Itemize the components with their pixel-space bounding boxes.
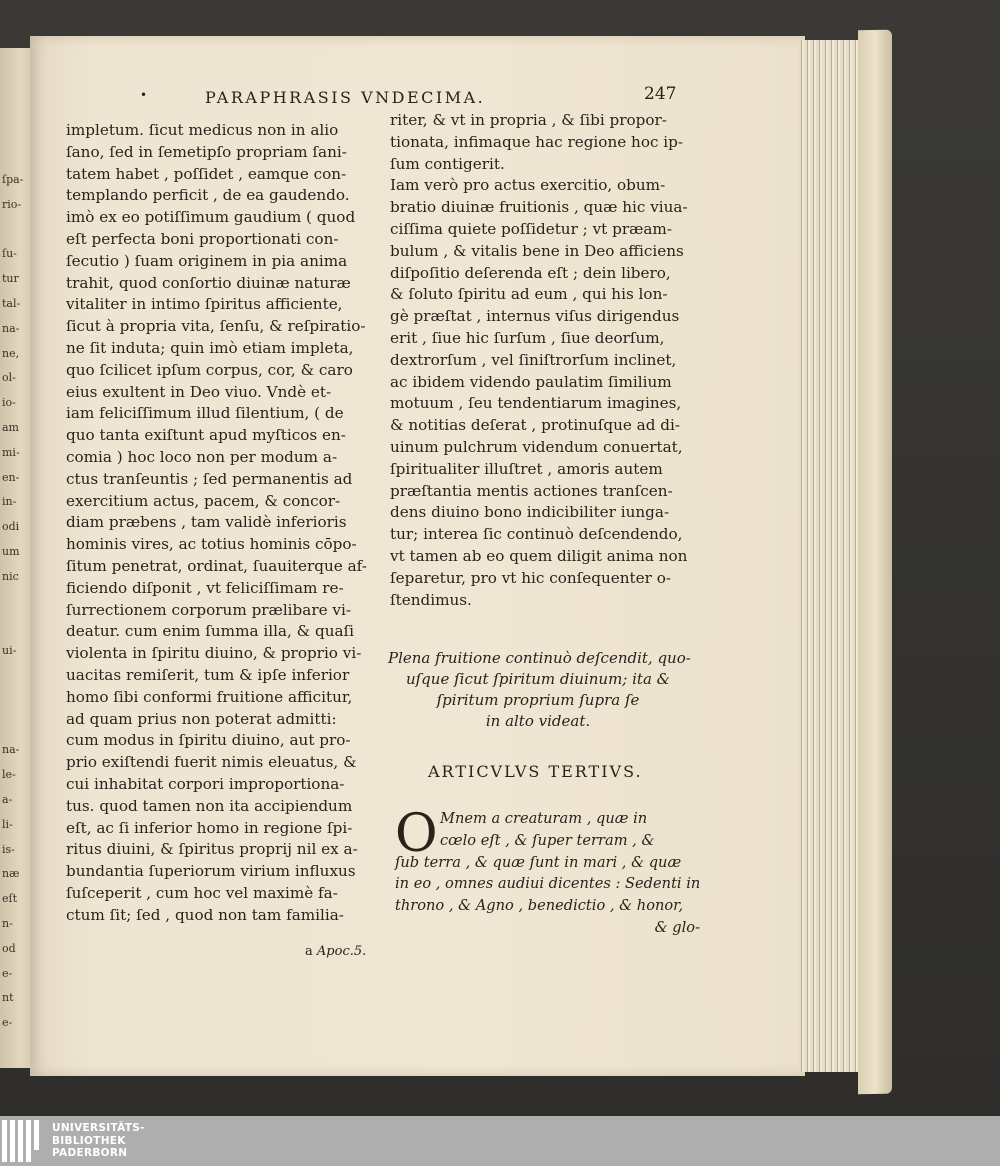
left-column-line: prio exiſtendi fuerit nimis eleuatus, & [66,753,357,772]
article-line: cœlo eſt , & ſuper terram , & [440,831,655,849]
right-column-line: uinum pulchrum videndum conuertat, [390,437,683,456]
italic-summary-line: uſque ſicut ſpiritum diuinum; ita & [405,670,671,688]
left-column-line: tus. quod tamen non ita accipiendum [66,796,353,815]
right-column-line: dens diuino bono indicibiliter iunga- [390,503,670,522]
drop-cap: O [395,804,438,864]
right-column-line: vt tamen ab eo quem diligit anima non [390,546,688,565]
footnote [305,944,366,959]
right-column-line: erit , ſiue hic ſurſum , ſiue deorſum, [390,328,665,347]
library-name-line: PADERBORN [52,1147,128,1159]
library-name [52,1122,145,1160]
left-column-line: ſurrectionem corporum prælibare vi- [66,600,351,619]
running-head: PARAPHRASIS VNDECIMA. [205,88,486,107]
italic-summary-line: Plena fruitione continuò deſcendit, quo- [388,649,691,667]
italic-summary [388,648,691,732]
right-column-line: diſpoſitio deſerenda eſt ; dein libero, [390,263,671,282]
left-column-line: quo tanta exiſtunt apud myſticos en- [66,426,346,445]
left-column-line: uacitas remiſerit, tum & ipſe inferior [66,665,350,684]
library-name-line: BIBLIOTHEK [52,1134,126,1147]
left-page-margin-text: ſpa- rio- ſu- tur tal- na- ne, ol- io- am mi- en- in- odi um nic ui- na- le- a- li- is- næ eſt n- od e- nt e- [2,173,24,1030]
left-column-line: bundantia ſuperiorum virium influxus [66,862,356,881]
left-column-line: homo ſibi conformi fruitione afficitur, [66,687,353,706]
book-cover-edge [858,30,892,1095]
left-column-line: templando perficit , de ea gaudendo. [66,186,350,205]
left-column-line: ſitum penetrat, ordinat, ſuauiterque af- [66,556,367,575]
left-column-line: vitaliter in intimo ſpiritus afficiente, [66,295,343,314]
left-column-line: ne ſit induta; quin imò etiam impleta, [66,338,354,357]
right-column-line: tionata, infimaque hac regione hoc ip- [390,132,684,151]
left-column-line: deatur. cum enim ſumma illa, & quaſi [66,622,355,641]
right-column-line: ciſſima quiete poſſidetur ; vt præam- [390,219,672,238]
left-column-line: eſt, ac ſi inferior homo in regione ſpi- [66,818,353,837]
footnote-prefix: a [305,944,313,959]
article-line: Mnem a creaturam , quæ in [440,810,648,827]
left-column-line: ficiendo diſponit , vt feliciſſimam re- [66,578,344,597]
right-column-line: ſum contigerit. [390,154,505,173]
library-logo [0,1120,46,1162]
right-column-line: ſeparetur, pro vt hic conſequenter o- [390,568,671,587]
right-text-column [390,110,688,611]
left-column-line: violenta in ſpiritu diuino, & proprio vi- [66,644,362,663]
article-heading: ARTICVLVS TERTIVS. [428,762,643,781]
right-column-line: gè præſtat , internus viſus dirigendus [390,307,680,326]
left-text-column [66,120,381,926]
left-column-line: eius exultent in Deo viuo. Vndè et- [66,382,332,401]
right-column-line: & notitias deſerat , protinuſque ad di- [390,416,680,435]
page-number: 247 [644,84,677,104]
right-column-line: dextrorſum , vel ſiniſtrorſum inclinet, [390,350,677,369]
left-column-line: impletum. ſicut medicus non in alio [66,121,339,139]
right-column-line: Iam verò pro actus exercitio, obum- [390,176,666,195]
right-column-line: riter, & vt in propria , & ſibi propor- [390,111,667,129]
left-page-edge [0,48,32,1068]
left-column-line: trahit, quod conſortio diuinæ naturæ [66,273,351,292]
right-column-line: ac ibidem videndo paulatim ſimilium [390,372,672,391]
right-column-line: præſtantia mentis actiones tranſcen- [390,481,673,500]
right-column-line: motuum , ſeu tendentiarum imagines, [390,394,682,413]
left-column-line: cui inhabitat corpori improportiona- [66,774,345,793]
italic-summary-line: ſpiritum proprium ſupra ſe [436,691,640,709]
left-column-line: comia ) hoc loco non per modum a- [66,447,338,466]
left-column-line: ad quam prius non poterat admitti: [66,709,337,728]
right-column-line: ſpiritualiter illuſtret , amoris autem [390,459,663,478]
left-column-line: ritus diuini, & ſpiritus proprij nil ex a- [66,840,358,859]
right-column-line: tur; interea ſic continuò deſcendendo, [390,525,683,544]
library-name-line: UNIVERSITÄTS- [52,1122,145,1134]
left-column-line: ſicut à propria vita, ſenſu, & reſpiratio- [66,317,366,336]
left-column-line: ſano, ſed in ſemetipſo propriam ſani- [66,142,347,161]
footnote-ref: Apoc.5. [316,944,367,959]
library-footer [0,1116,1000,1166]
left-column-line: iam feliciſſimum illud ſilentium, ( de [66,404,344,423]
left-column-line: hominis vires, ac totius hominis cōpo- [66,535,357,554]
left-column-line: ctum ſit; ſed , quod non tam familia- [66,905,344,924]
left-column-line: tatem habet , poſſidet , eamque con- [66,164,347,183]
italic-summary-line: in alto videat. [485,712,591,730]
left-column-line: ctus tranſeuntis ; ſed permanentis ad [66,469,353,488]
left-column-line: ſecutio ) ſuam originem in pia anima [66,251,348,270]
right-column-line: bulum , & vitalis bene in Deo afficiens [390,241,684,260]
left-column-line: quo ſcilicet ipſum corpus, cor, & caro [66,360,353,379]
right-column-line: ſtendimus. [390,590,472,609]
left-column-line: cum modus in ſpiritu diuino, aut pro- [66,731,351,750]
right-column-line: bratio diuinæ fruitionis , quæ hic viua- [390,198,688,217]
article-line: & glo- [654,918,700,936]
left-column-line: diam præbens , tam validè inferioris [66,513,347,532]
article-line: ſub terra , & quæ ſunt in mari , & quæ [395,853,682,871]
article-text [395,808,701,939]
left-column-line: ſuſceperit , cum hoc vel maximè fa- [66,883,338,902]
left-column-line: imò ex eo potiſſimum gaudium ( quod [66,208,356,227]
article-line: in eo , omnes audiui dicentes : Sedenti in [395,875,701,893]
article-line: throno , & Agno , benedictio , & honor, [395,897,684,915]
signature-dot: • [140,88,148,102]
right-column-line: & ſoluto ſpiritu ad eum , qui his lon- [390,285,668,304]
left-column-line: exercitium actus, pacem, & concor- [66,491,341,510]
left-column-line: eſt perfecta boni proportionati con- [66,229,339,248]
